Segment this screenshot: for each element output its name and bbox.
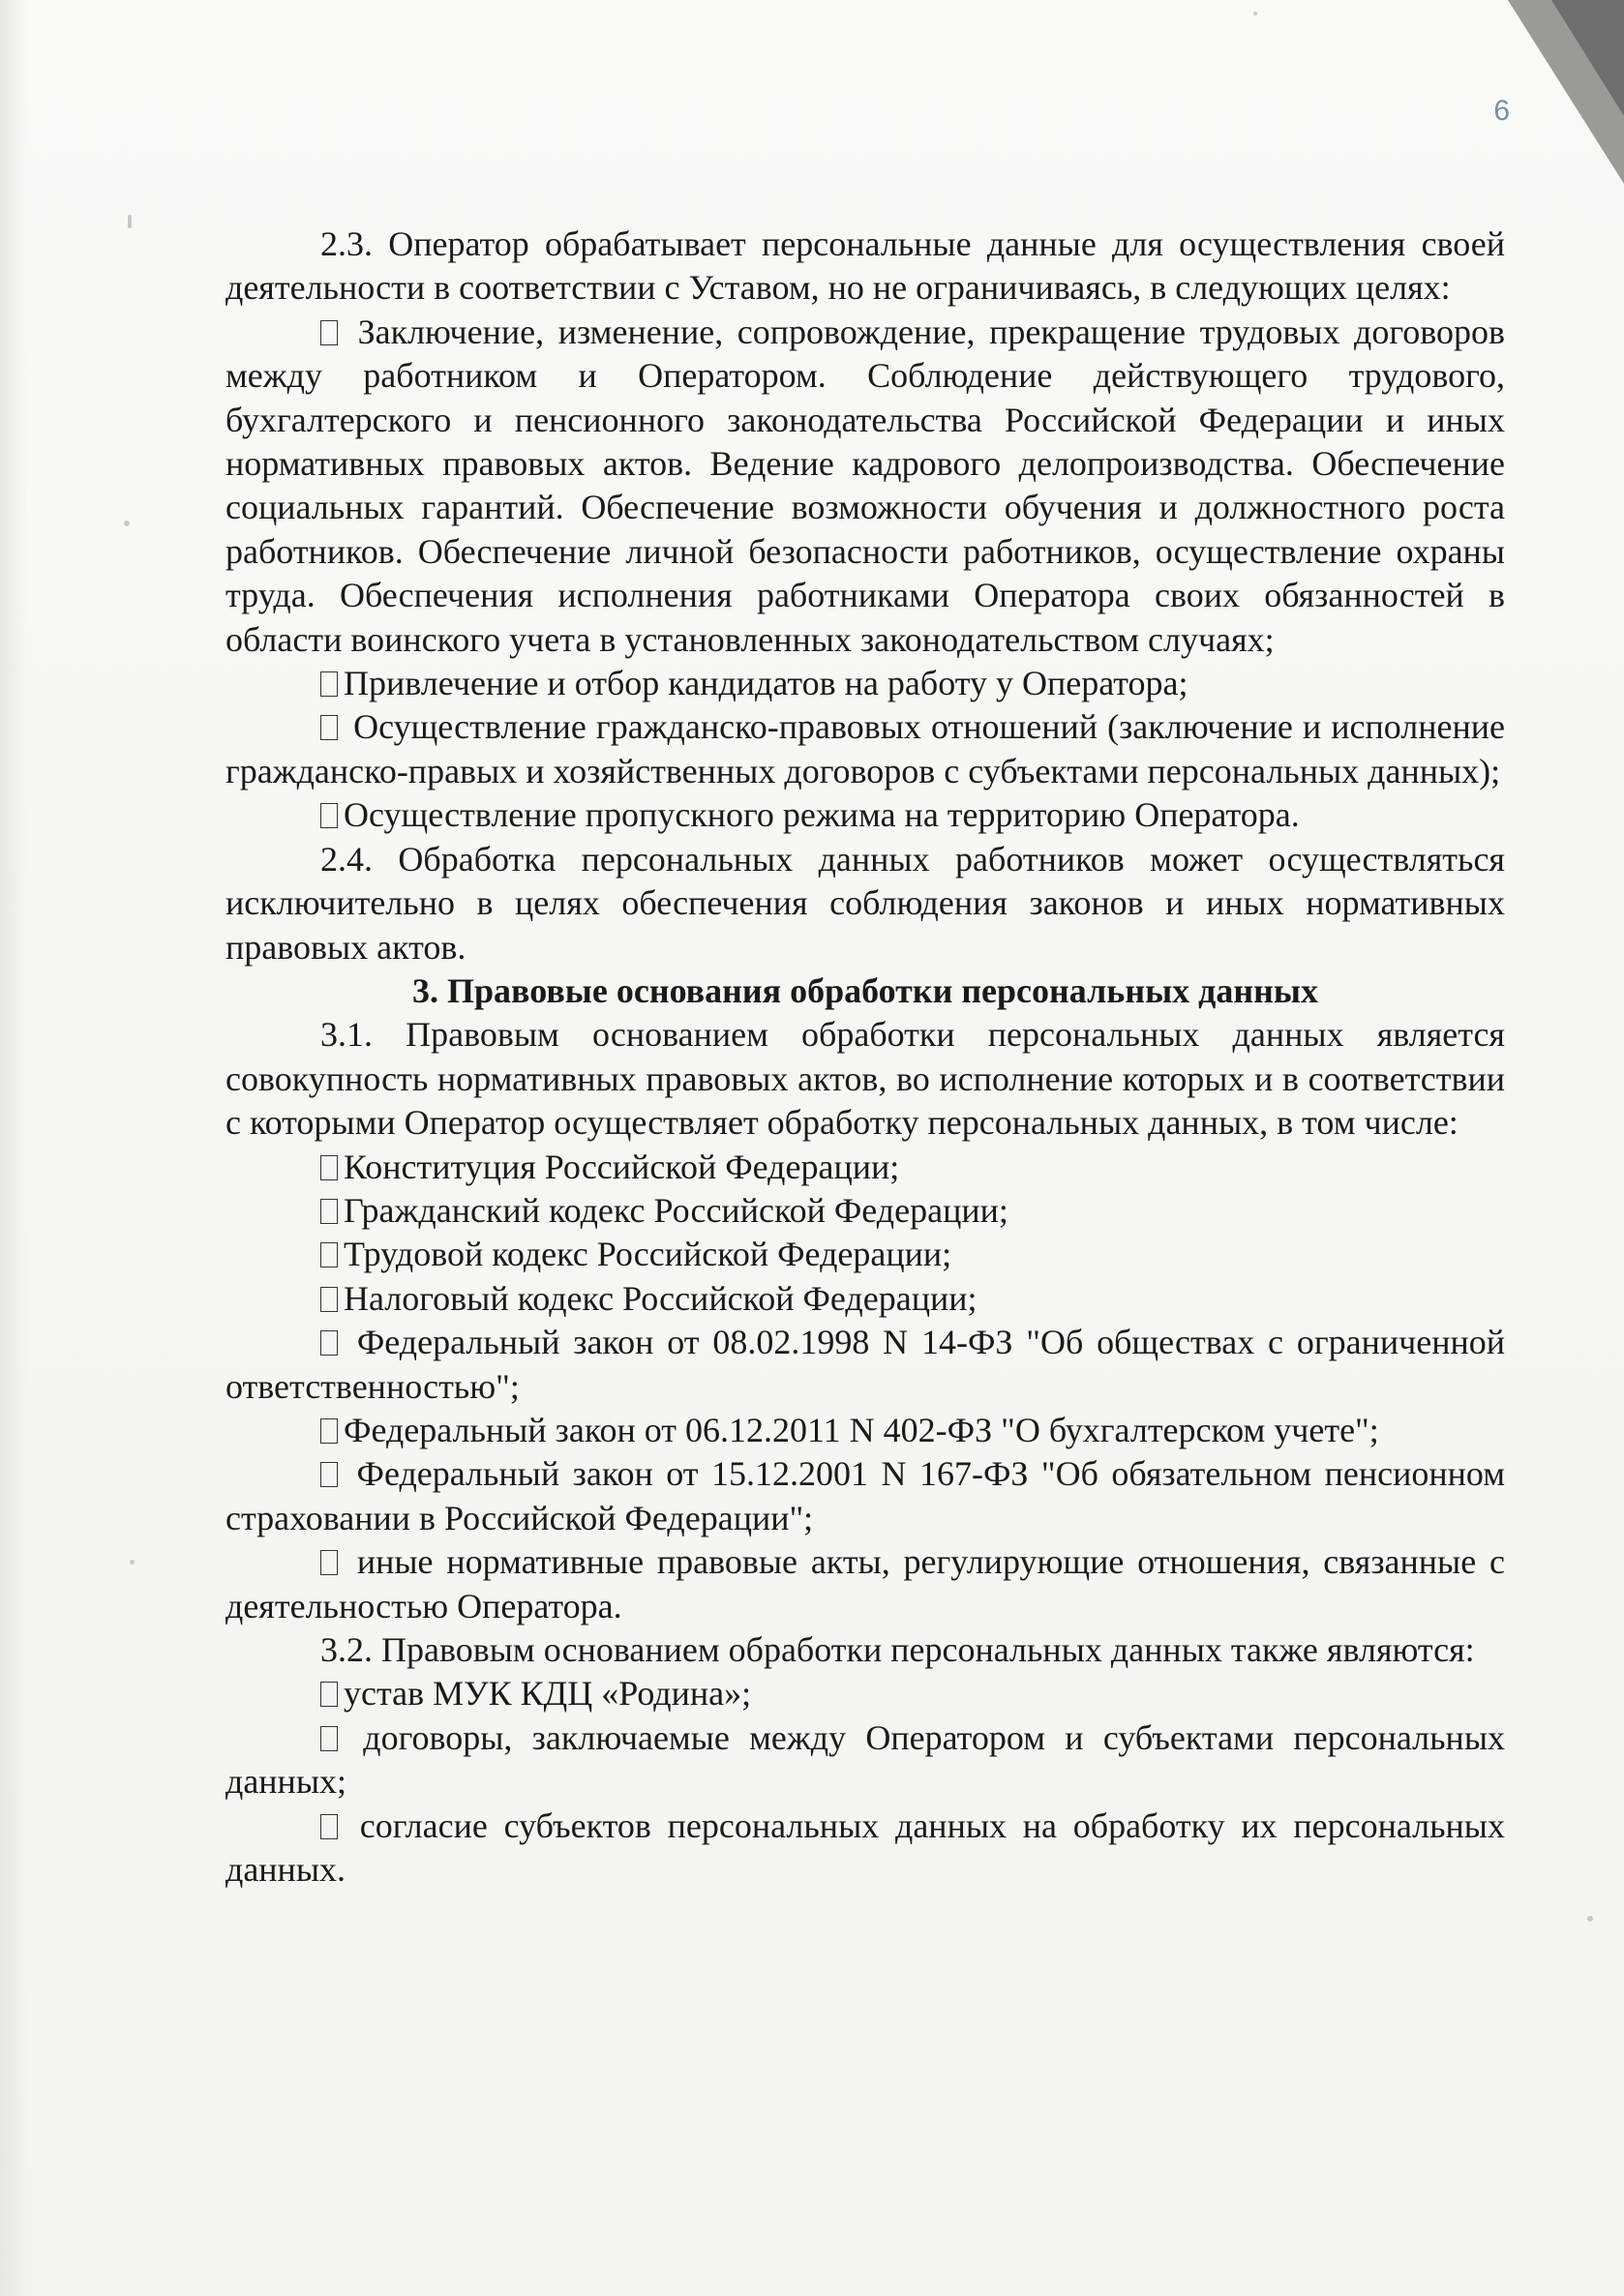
checkbox-bullet-icon	[320, 715, 338, 740]
checkbox-bullet-icon	[320, 1199, 338, 1224]
checkbox-bullet-icon	[320, 671, 338, 697]
list-item-text: устав МУК КДЦ «Родина»;	[344, 1674, 752, 1714]
checkbox-bullet-icon	[320, 803, 338, 828]
list-item-text: Федеральный закон от 08.02.1998 N 14-ФЗ "Об обществах с ограниченной ответственностью";	[226, 1323, 1505, 1406]
list-item	[226, 311, 1505, 662]
list-item-text: согласие субъектов персональных данных на обработку их персональных данных.	[226, 1805, 1505, 1890]
list-item	[226, 793, 1505, 837]
list-item-text: Гражданский кодекс Российской Федерации;	[344, 1190, 1008, 1230]
list-item	[226, 1189, 1505, 1233]
list-item-text: Привлечение и отбор кандидатов на работу у Оператора;	[344, 664, 1188, 703]
list-item-text: иные нормативные правовые акты, регулирующие отношения, связанные с деятельностью Оператора.	[226, 1542, 1505, 1625]
section-heading: 3. Правовые основания обработки персональных данных	[412, 970, 1318, 1010]
list-item-text: Федеральный закон от 15.12.2001 N 167-ФЗ "Об обязательном пенсионном страховании в Российской Федерации";	[226, 1454, 1506, 1537]
checkbox-bullet-icon	[320, 1418, 338, 1444]
checkbox-bullet-icon	[320, 1330, 338, 1356]
checkbox-bullet-icon	[320, 1682, 338, 1707]
list-item	[226, 1277, 1505, 1321]
list-item-text: Осуществление пропускного режима на территорию Оператора.	[344, 795, 1300, 835]
scan-speck	[1253, 12, 1257, 15]
scan-left-edge-shadow	[0, 0, 27, 2296]
list-item	[226, 1804, 1505, 1893]
list-item-text: Федеральный закон от 06.12.2011 N 402-ФЗ "О бухгалтерском учете";	[344, 1410, 1379, 1449]
checkbox-bullet-icon	[320, 1550, 338, 1575]
list-item	[226, 1146, 1505, 1189]
list-item	[226, 1233, 1505, 1276]
checkbox-bullet-icon	[320, 320, 338, 345]
checkbox-bullet-icon	[320, 1726, 338, 1751]
list-item-text: договоры, заключаемые между Оператором и субъектами персональных данных;	[226, 1717, 1506, 1802]
list-item-text: Заключение, изменение, сопровождение, прекращение трудовых договоров между работником и Оператором. Соблюдение действующего трудового, бухгалтерского и пенсионного законодательства Российской Федерации и иных нормативных правовых актов. Ведение кадрового делопроизводства. Обеспечение социальных гарантий. Обеспечение возможности обучения и должностного роста работников. Обеспечение личной безопасности работников, осуществление охраны труда. Обеспечения исполнения работниками Оператора своих обязанностей в области воинского учета в установленных законодательством случаях;	[226, 312, 1505, 659]
list-item	[226, 705, 1505, 793]
list-item-text: Конституция Российской Федерации;	[344, 1147, 900, 1186]
checkbox-bullet-icon	[320, 1155, 338, 1180]
checkbox-bullet-icon	[320, 1814, 338, 1839]
checkbox-bullet-icon	[320, 1462, 338, 1487]
checkbox-bullet-icon	[320, 1287, 338, 1312]
paragraph-2-4: 2.4. Обработка персональных данных работников может осуществляться исключительно в целях обеспечения соблюдения законов и иных нормативных правовых актов.	[226, 839, 1505, 967]
list-item	[226, 1672, 1505, 1715]
paragraph-3-2: 3.2. Правовым основанием обработки персональных данных также являются:	[320, 1630, 1475, 1669]
list-item	[226, 662, 1505, 705]
paragraph-3-1: 3.1. Правовым основанием обработки персональных данных является совокупность нормативных правовых актов, во исполнение которых и в соответствии с которыми Оператор осуществляет обработку персональных данных, в том числе:	[226, 1015, 1505, 1143]
list-item	[226, 1716, 1505, 1804]
list-item	[226, 1409, 1505, 1452]
list-item	[226, 1452, 1505, 1540]
list-item-text: Трудовой кодекс Российской Федерации;	[344, 1235, 952, 1274]
list-item-text: Осуществление гражданско-правовых отношений (заключение и исполнение гражданско-правых и хозяйственных договоров с субъектами персональных данных);	[226, 707, 1506, 790]
document-body	[226, 223, 1505, 1892]
folded-corner-shadow	[1551, 0, 1624, 116]
scan-speck	[1587, 1916, 1593, 1922]
checkbox-bullet-icon	[320, 1242, 338, 1267]
list-item-text: Налоговый кодекс Российской Федерации;	[344, 1278, 977, 1318]
page-number: 6	[1493, 95, 1510, 127]
scan-speck	[128, 215, 132, 228]
paragraph-2-3: 2.3. Оператор обрабатывает персональные данные для осуществления своей деятельности в соответствии с Уставом, но не ограничиваясь, в следующих целях:	[226, 224, 1505, 308]
scan-speck	[130, 1560, 135, 1565]
list-item	[226, 1540, 1505, 1628]
list-item	[226, 1321, 1505, 1409]
scan-speck	[124, 521, 130, 526]
